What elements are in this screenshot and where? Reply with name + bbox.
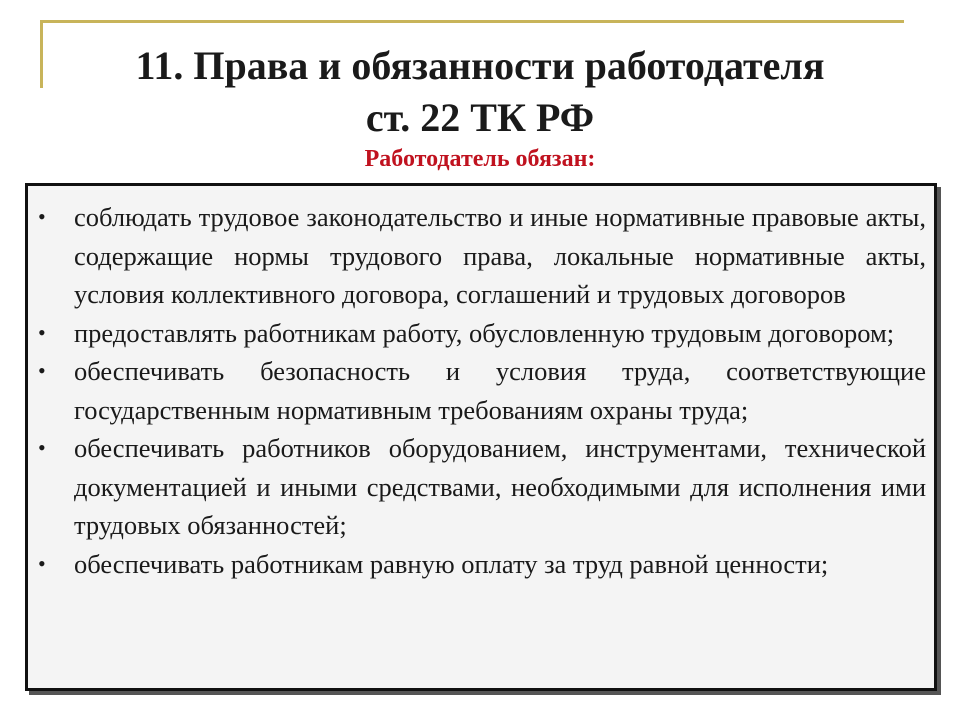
decorative-top-line xyxy=(40,20,904,23)
title-line-2: ст. 22 ТК РФ xyxy=(365,95,595,140)
bullet-icon: • xyxy=(38,358,46,383)
list-item xyxy=(34,429,926,545)
list-item-text: предоставлять работникам работу, обусловленную трудовым договором; xyxy=(74,317,895,348)
bullet-icon: • xyxy=(38,319,46,345)
slide-title xyxy=(60,40,900,144)
obligations-box xyxy=(25,183,937,691)
list-item xyxy=(34,314,926,353)
subtitle: Работодатель обязан: xyxy=(364,146,596,172)
list-item-text: обеспечивать работникам равную оплату за труд равной ценности; xyxy=(74,548,829,579)
bullet-icon: • xyxy=(38,204,46,229)
title-line-1: 11. Права и обязанности работодателя xyxy=(135,43,825,88)
list-item xyxy=(34,545,926,584)
decorative-left-line xyxy=(40,20,43,88)
list-item-text: обеспечивать работников оборудованием, инструментами, технической документацией и иными средствами, необходимыми для исполнения ими трудовых обязанностей; xyxy=(74,433,926,540)
list-item-text: обеспечивать безопасность и условия труда, соответствующие государственным нормативным требованиям охраны труда; xyxy=(74,356,926,425)
list-item-text: соблюдать трудовое законодательство и иные нормативные правовые акты, содержащие нормы трудового права, локальные нормативные акты, условия коллективного договора, соглашений и трудовых договоров xyxy=(74,202,926,309)
obligations-list xyxy=(34,198,926,583)
bullet-icon: • xyxy=(38,550,46,576)
list-item xyxy=(34,198,926,314)
list-item xyxy=(34,352,926,429)
bullet-icon: • xyxy=(38,435,46,460)
